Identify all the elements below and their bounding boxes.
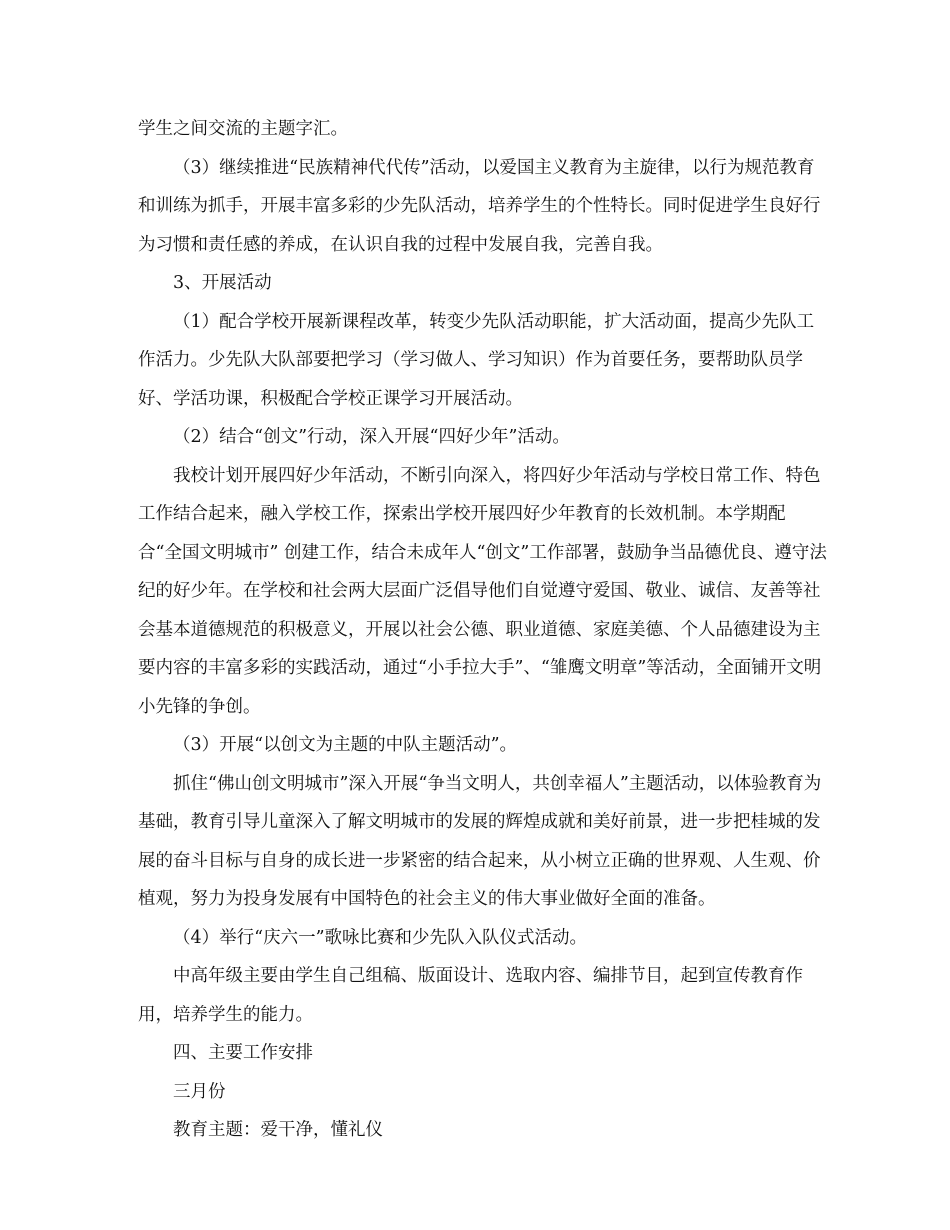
paragraph-senior-grades: 中高年级主要由学生自己组稿、版面设计、选取内容、编排节目，起到宣传教育作用，培养学生的能力。 (138, 966, 803, 1025)
education-theme-line: 教育主题：爱干净，懂礼仪 (173, 1120, 383, 1140)
paragraph-item-4-childrens-day: （4）举行“庆六一”歌咏比赛和少先队入队仪式活动。 (173, 927, 588, 948)
month-heading-march: 三月份 (173, 1081, 226, 1102)
paragraph-item-3-ethnic-spirit: （3）继续推进“民族精神代代传”活动，以爱国主义教育为主旋律，以行为规范教育和训练为抓手，开展丰富多彩的少先队活动，培养学生的个性特长。同时促进学生良好行为习惯和责任感的养成，在认识自我的过程中发展自我，完善自我。 (138, 157, 821, 255)
document-body (138, 110, 828, 1150)
paragraph-four-good-youth-plan: 我校计划开展四好少年活动，不断引向深入，将四好少年活动与学校日常工作、特色工作结合起来，融入学校工作，探索出学校开展四好少年教育的长效机制。本学期配合“全国文明城市” 创建工作，结合未成年人“创文”工作部署，鼓励争当品德优良、遵守法纪的好少年。在学校和社会两大层面广泛倡导他们自觉遵守爱国、敬业、诚信、友善等社会基本道德规范的积极意义，开展以社会公德、职业道德、家庭美德、个人品德建设为主要内容的丰富多彩的实践活动，通过“小手拉大手”、“雏鹰文明章”等活动，全面铺开文明小先锋的争创。 (138, 465, 827, 717)
paragraph-item-2-four-good-youth: （2）结合“创文”行动，深入开展“四好少年”活动。 (173, 427, 570, 447)
paragraph-civilized-city: 抓住“佛山创文明城市”深入开展“争当文明人，共创幸福人”主题活动，以体验教育为基础，教育引导儿童深入了解文明城市的发展的辉煌成就和美好前景，进一步把桂城的发展的奋斗目标与自身的成长进一步紧密的结合起来，从小树立正确的世界观、人生观、价植观，努力为投身发展有中国特色的社会主义的伟大事业做好全面的准备。 (138, 773, 822, 909)
paragraph-continuation: 学生之间交流的主题字汇。 (138, 119, 348, 139)
section-heading-work-schedule: 四、主要工作安排 (173, 1043, 313, 1063)
paragraph-item-1-curriculum-reform: （1）配合学校开展新课程改革，转变少先队活动职能，扩大活动面，提高少先队工作活力。少先队大队部要把学习（学习做人、学习知识）作为首要任务，要帮助队员学好、学活功课，积极配合学校正课学习开展活动。 (138, 311, 815, 409)
section-heading-activities: 3、开展活动 (173, 273, 272, 293)
paragraph-item-3-squad-theme: （3）开展“以创文为主题的中队主题活动”。 (173, 735, 518, 755)
